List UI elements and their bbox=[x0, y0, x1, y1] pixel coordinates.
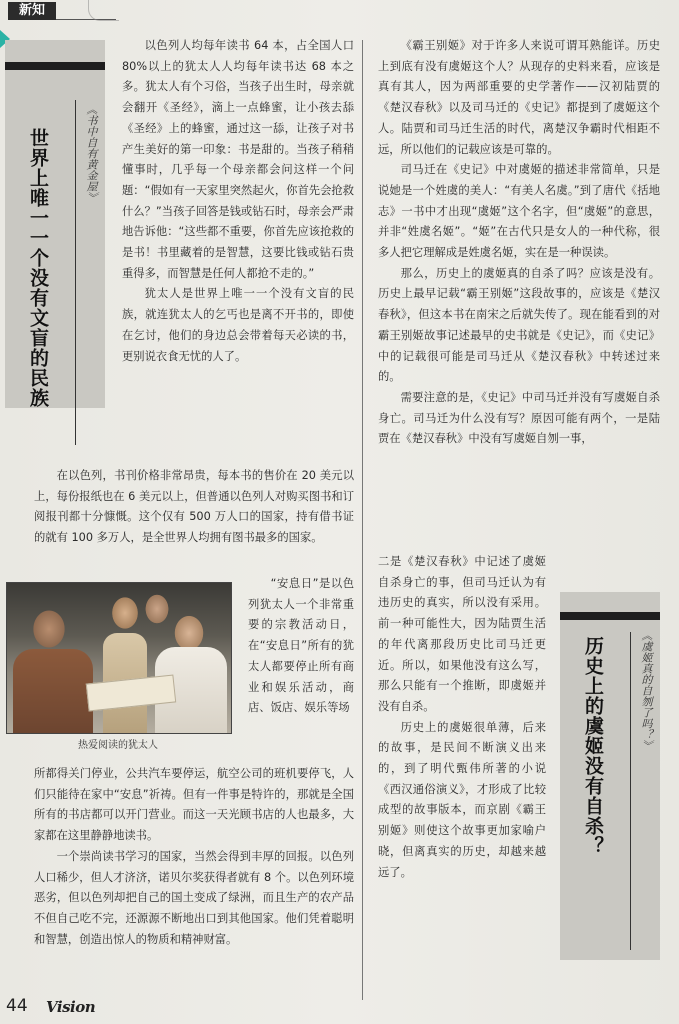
article1-text-block-4 bbox=[34, 764, 354, 950]
title-bar bbox=[5, 62, 105, 70]
article1-title-box bbox=[5, 40, 105, 408]
article2-subtitle: 《虞姬真的自刎了吗？》 bbox=[640, 630, 653, 751]
paragraph: 《霸王别姬》对于许多人来说可谓耳熟能详。历史上到底有没有虞姬这个人？从现存的史料来看，应该是真有其人，因为两部重要的史学著作——汉初陆贾的《楚汉春秋》以及司马迁的《史记》都提到了虞姬这个人。陆贾和司马迁生活的时代，离楚汉争霸时代相距不远，所以他们的记载应该是可靠的。 bbox=[378, 39, 660, 156]
article2-title: 历史上的虞姬没有自杀？ bbox=[582, 636, 604, 856]
paragraph: 二是《楚汉春秋》中记述了虞姬自杀身亡的事，但司马迁认为有违历史的真实，所以没有采用。前一种可能性大，因为陆贾生活的年代离那段历史比司马迁更近。所以，如果他没有这么写，那么只能有一个推断，即虞姬并没有自杀。 bbox=[378, 555, 546, 713]
paragraph: 所都得关门停业，公共汽车要停运，航空公司的班机要停飞，人们只能待在家中“安息”祈祷。但有一件事是特许的，那就是全国所有的书店都可以开门营业。而这一天光顾书店的人也最多，大家都在这里静静地读书。 bbox=[34, 767, 354, 843]
article1-subtitle: 《书中自有黄金屋》 bbox=[85, 104, 98, 203]
magazine-logo: Vision bbox=[46, 998, 96, 1016]
paragraph: 需要注意的是，《史记》中司马迁并没有写虞姬自杀身亡。司马迁为什么没有写？原因可能有两个，一是陆贾在《楚汉春秋》中没有写虞姬自刎一事， bbox=[378, 390, 660, 446]
article2-text-block-2 bbox=[378, 552, 546, 883]
article1-text-block-2 bbox=[34, 466, 354, 549]
article1-text-block-1 bbox=[122, 36, 354, 367]
photo-caption: 热爱阅读的犹太人 bbox=[78, 740, 158, 751]
paragraph: 以色列人均每年读书 64 本，占全国人口 80%以上的犹太人人均每年读书达 68 本之多。犹太人有个习俗，当孩子出生时，母亲就会翻开《圣经》，滴上一点蜂蜜，让小孩去舔《圣经》上的蜂蜜，通过这一舔，让孩子对书产生美好的第一印象：书是甜的。当孩子稍稍懂事时，几乎每一个母亲都会问这样一个问题：“假如有一天家里突然起火，你首先会抢救什么？”当孩子回答是钱或钻石时，母亲会严肃地告诉他：“这些都不重要，你首先应该抢救的是书！书里藏着的是智慧，这要比钱或钻石贵重得多，而智慧是任何人都抢不走的。” bbox=[122, 39, 354, 280]
paragraph: 在以色列，书刊价格非常昂贵，每本书的售价在 20 美元以上，每份报纸也在 6 美元以上，但普通以色列人对购买图书和订阅报刊都十分慷慨。这个仅有 500 万人口的国家，持有借书证的就有 100 多万人，是全世界人均拥有图书最多的国家。 bbox=[34, 469, 354, 545]
header-decoration bbox=[88, 0, 119, 21]
article2-text-block-1 bbox=[378, 36, 660, 450]
title-divider bbox=[75, 100, 76, 445]
section-tag: 新知 bbox=[8, 2, 56, 20]
page-number: 44 bbox=[6, 996, 28, 1016]
paragraph: 犹太人是世界上唯一一个没有文盲的民族，就连犹太人的乞丐也是离不开书的，即使在乞讨，他们的身边总会带着每天必读的书，更别说衣食无忧的人了。 bbox=[122, 287, 354, 363]
paragraph: 那么，历史上的虞姬真的自杀了吗？应该是没有。历史上最早记载“霸王别姬”这段故事的，应该是《楚汉春秋》，但这本书在南宋之后就失传了。现在能看到的对霸王别姬故事记述最早的史书就是《史记》，而《史记》中的记载很可能是司马迁从《楚汉春秋》中转述过来的。 bbox=[378, 266, 660, 384]
title-divider bbox=[630, 632, 631, 950]
article2-title-box bbox=[560, 592, 660, 960]
title-bar bbox=[560, 612, 660, 620]
paragraph: 司马迁在《史记》中对虞姬的描述非常简单，只是说她是一个姓虞的美人：“有美人名虞。”到了唐代《括地志》一书中才出现“虞姬”这个名字，但“虞姬”的意思，并非“姓虞名姬”。“姬”在古代只是女人的一种代称，很多人把它理解成是姓虞名姬，实在是一种误读。 bbox=[378, 163, 660, 260]
paragraph: 一个崇尚读书学习的国家，当然会得到丰厚的回报。以色列人口稀少，但人才济济，诺贝尔奖获得者就有 8 个。以色列环境恶劣，但以色列却把自己的国土变成了绿洲，而且生产的农产品不但自己吃不完，还源源不断地出口到其他国家。他们凭着聪明和智慧，创造出惊人的物质和精神财富。 bbox=[34, 849, 354, 946]
paragraph: “安息日”是以色列犹太人一个非常重要的宗教活动日，在“安息日”所有的犹太人都要停止所有商业和娱乐活动，商店、饭店、娱乐等场 bbox=[248, 577, 354, 715]
reading-people-photo bbox=[6, 582, 232, 734]
article1-title: 世界上唯一一个没有文盲的民族 bbox=[27, 128, 49, 408]
column-divider bbox=[362, 40, 363, 1000]
article1-text-block-3 bbox=[248, 574, 354, 719]
photo-figure bbox=[13, 649, 93, 733]
paragraph: 历史上的虞姬很单薄，后来的故事，是民间不断演义出来的，到了明代甄伟所著的小说《西汉通俗演义》，才形成了比较成型的故事版本，而京剧《霸王别姬》则使这个故事更加家喻户晓，但离真实的历史，却越来越远了。 bbox=[378, 720, 546, 879]
